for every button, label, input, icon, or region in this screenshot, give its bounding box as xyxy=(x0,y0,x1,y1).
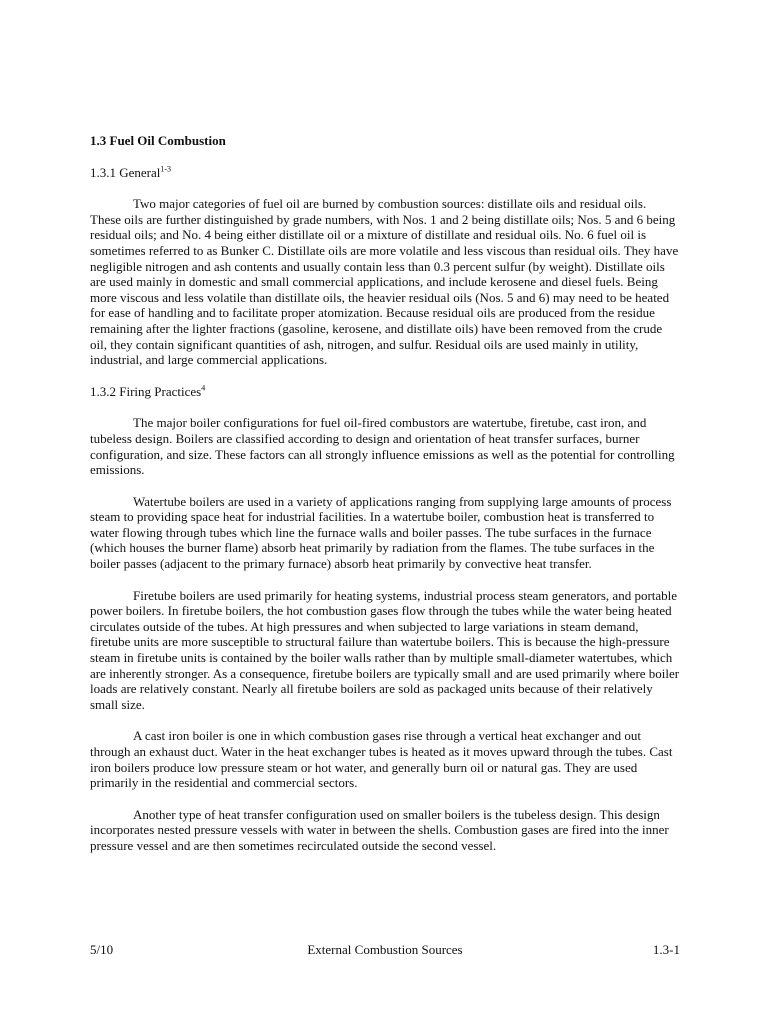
paragraph-tubeless-design: Another type of heat transfer configuration used on smaller boilers is the tubeless design. This design incorporates nested pressure vessels with water in between the shells. Combustion gases are fired into the inner pressure vessel and are then sometimes recirculated outside the second vessel. xyxy=(90,806,669,853)
paragraph-firetube-boilers: Firetube boilers are used primarily for heating systems, industrial process steam generators, and portable power boilers. In firetube boilers, the hot combustion gases flow through the tubes while the water being heated circulates outside of the tubes. At high pressures and when subjected to large variations in steam demand, firetube units are more susceptible to structural failure than watertube boilers. This is because the high-pressure steam in firetube units is contained by the boiler walls rather than by multiple small-diameter watertubes, which are inherently stronger. As a consequence, firetube boilers are typically small and are used primarily where boiler loads are relatively constant. Nearly all firetube boilers are sold as packaged units because of their relatively small size. xyxy=(90,587,680,712)
footer-title: External Combustion Sources xyxy=(307,942,463,957)
subsection-title-general xyxy=(90,165,680,181)
paragraph-fuel-oil-categories: Two major categories of fuel oil are burned by combustion sources: distillate oils and residual oils. These oils are further distinguished by grade numbers, with Nos. 1 and 2 being distillate oils; Nos. 5 and 6 being residual oils; and No. 4 being either distillate oil or a mixture of distillate and residual oils. No. 6 fuel oil is sometimes referred to as Bunker C. Distillate oils are more volatile and less viscous than residual oils. They have negligible nitrogen and ash contents and usually contain less than 0.3 percent sulfur (by weight). Distillate oils are used mainly in domestic and small commercial applications, and include kerosene and diesel fuels. Being more viscous and less volatile than distillate oils, the heavier residual oils (Nos. 5 and 6) may need to be heated for ease of handling and to facilitate proper atomization. Because residual oils are produced from the residue remaining after the lighter fractions (gasoline, kerosene, and distillate oils) have been removed from the crude oil, they contain significant quantities of ash, nitrogen, and sulfur. Residual oils are used mainly in utility, industrial, and large commercial applications. xyxy=(90,196,679,368)
subsection-title-general-text: 1.3.1 General xyxy=(90,164,161,180)
paragraph-cast-iron-boilers: A cast iron boiler is one in which combustion gases rise through a vertical heat exchanger and out through an exhaust duct. Water in the heat exchanger tubes is heated as it moves upward through the tubes. Cast iron boilers produce low pressure steam or hot water, and generally burn oil or natural gas. They are used primarily in the residential and commercial sectors. xyxy=(90,728,673,791)
section-title: 1.3 Fuel Oil Combustion xyxy=(90,133,226,148)
paragraph-watertube-boilers: Watertube boilers are used in a variety of applications ranging from supplying large amounts of process steam to providing space heat for industrial facilities. In a watertube boiler, combustion heat is transferred to water flowing through tubes which line the furnace walls and boiler passes. The tube surfaces in the furnace (which houses the burner flame) absorb heat primarily by radiation from the flames. The tube surfaces in the boiler passes (adjacent to the primary furnace) absorb heat primarily by convective heat transfer. xyxy=(90,493,672,572)
page-footer xyxy=(90,942,680,958)
footer-date: 5/10 xyxy=(90,942,114,957)
footer-page-number: 1.3-1 xyxy=(652,942,680,957)
document-page xyxy=(90,133,680,870)
general-reference: 1-3 xyxy=(160,164,172,174)
paragraph-boiler-configurations: The major boiler configurations for fuel oil-fired combustors are watertube, firetube, cast iron, and tubeless design. Boilers are classified according to design and orientation of heat transfer surfaces, burner configuration, and size. These factors can all strongly influence emissions as well as the potential for controlling emissions. xyxy=(90,415,675,478)
subsection-title-firing-practices xyxy=(90,384,680,400)
firing-reference: 4 xyxy=(201,383,206,393)
subsection-title-firing-text: 1.3.2 Firing Practices xyxy=(90,383,202,399)
